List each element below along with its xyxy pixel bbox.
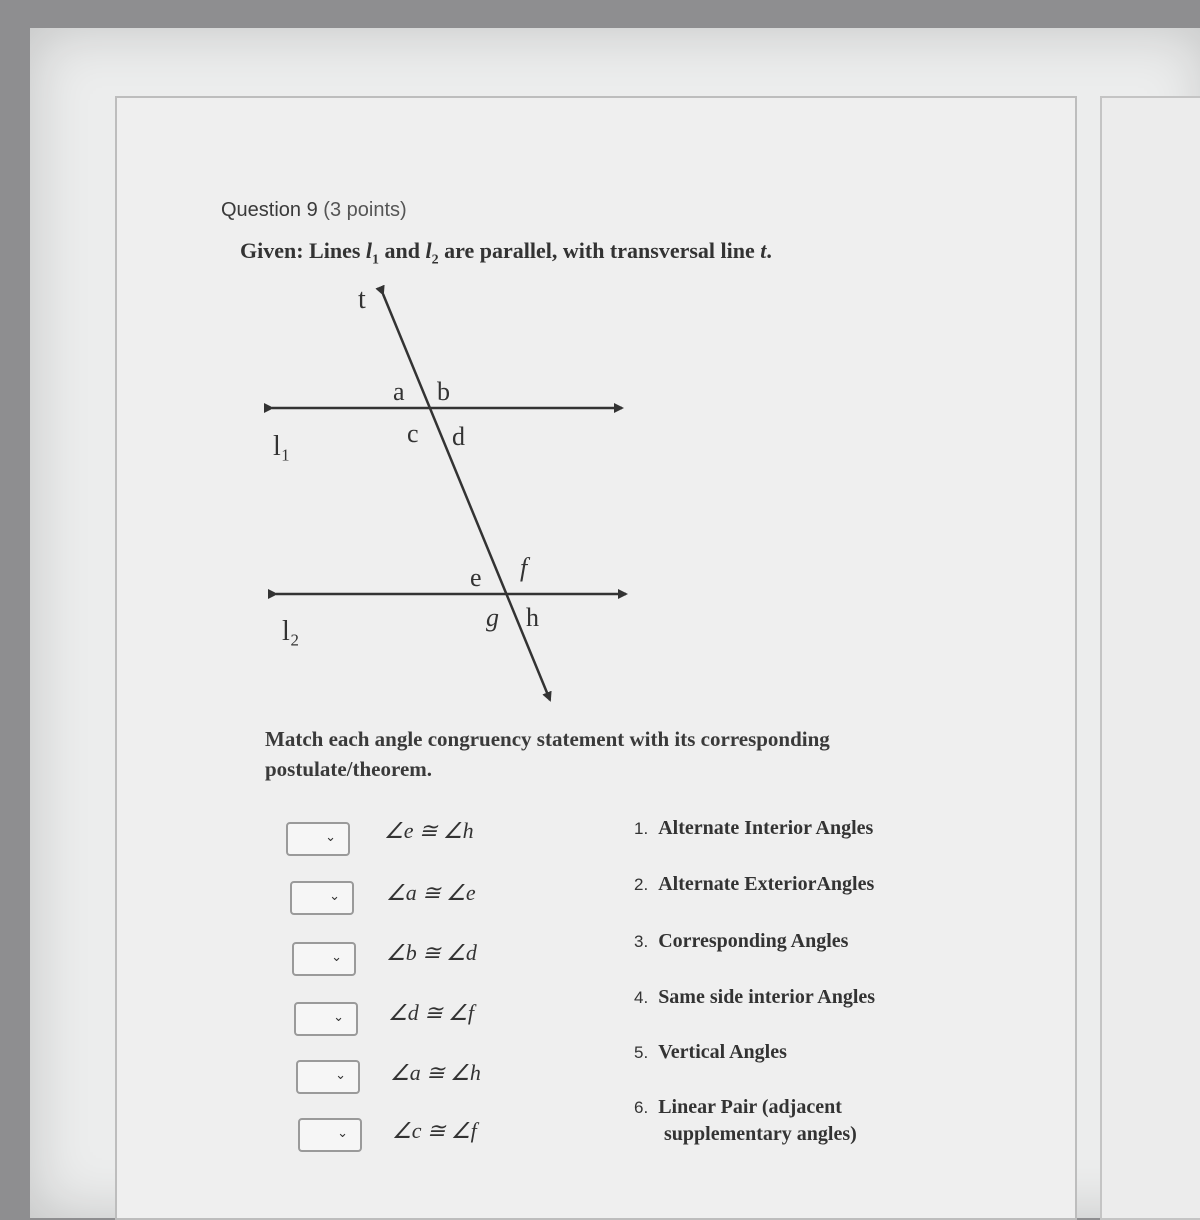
answer-dropdown-3[interactable] [292, 942, 356, 976]
statement-6: ∠c ≅ ∠f [392, 1118, 477, 1143]
given-statement: Given: Lines $l_1$ and $l_2$ are parallel, with transversal line t. [240, 238, 772, 268]
angle-b: b [437, 377, 450, 406]
statement-1: ∠e ≅ ∠h [384, 818, 474, 843]
instructions: Match each angle congruency statement with its corresponding postulate/theorem. [265, 727, 830, 781]
option-1: 1. Alternate Interior Angles [634, 817, 874, 839]
angle-a: a [393, 377, 405, 406]
angle-e: e [470, 563, 482, 592]
chevron-down-icon: ⌄ [325, 830, 336, 845]
label-l1: l₁ [273, 431, 291, 462]
angle-f: f [520, 553, 528, 582]
angle-h: h [526, 603, 539, 632]
answer-dropdown-5[interactable] [296, 1060, 360, 1094]
statement-4: ∠d ≅ ∠f [388, 1000, 474, 1025]
chevron-down-icon: ⌄ [331, 950, 342, 965]
option-4: 4. Same side interior Angles [634, 986, 876, 1008]
chevron-down-icon: ⌄ [329, 889, 340, 904]
option-2: 2. Alternate ExteriorAngles [634, 873, 875, 895]
answer-dropdown-4[interactable] [294, 1002, 358, 1036]
question-title: Question 9 [221, 199, 318, 221]
statement-5: ∠a ≅ ∠h [390, 1060, 481, 1085]
angle-d: d [452, 422, 465, 451]
question-points: (3 points) [323, 199, 407, 221]
chevron-down-icon: ⌄ [337, 1126, 348, 1141]
chevron-down-icon: ⌄ [335, 1068, 346, 1083]
option-3: 3. Corresponding Angles [634, 930, 849, 952]
chevron-down-icon: ⌄ [333, 1010, 344, 1025]
answer-dropdown-1[interactable] [286, 822, 350, 856]
angle-g: g [486, 603, 499, 632]
statement-3: ∠b ≅ ∠d [386, 940, 477, 965]
label-t: t [358, 284, 366, 315]
answer-dropdown-6[interactable] [298, 1118, 362, 1152]
option-6: 6. Linear Pair (adjacent supplementary angles) [634, 1096, 857, 1145]
transversal-t [383, 294, 550, 700]
angle-c: c [407, 419, 419, 448]
answer-dropdown-2[interactable] [290, 881, 354, 915]
option-5: 5. Vertical Angles [634, 1041, 787, 1063]
label-l2: l₂ [282, 616, 300, 647]
statement-2: ∠a ≅ ∠e [386, 880, 476, 905]
